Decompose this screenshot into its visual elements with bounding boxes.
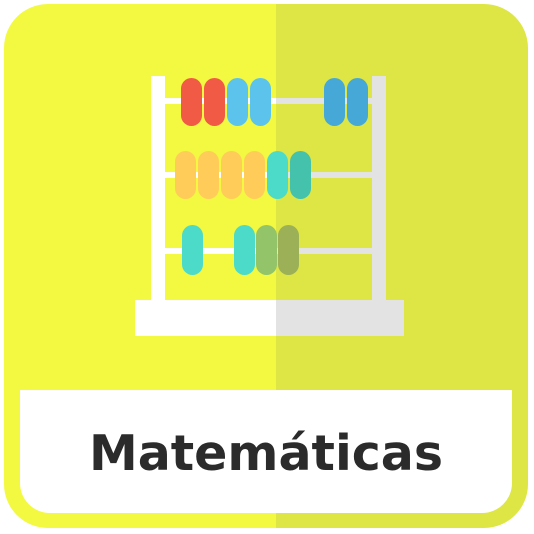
matematicas-tile[interactable] [4,4,528,528]
label-box [20,390,512,513]
tile-label: Matemáticas [88,425,444,482]
abacus-beads-row-3 [182,225,299,275]
